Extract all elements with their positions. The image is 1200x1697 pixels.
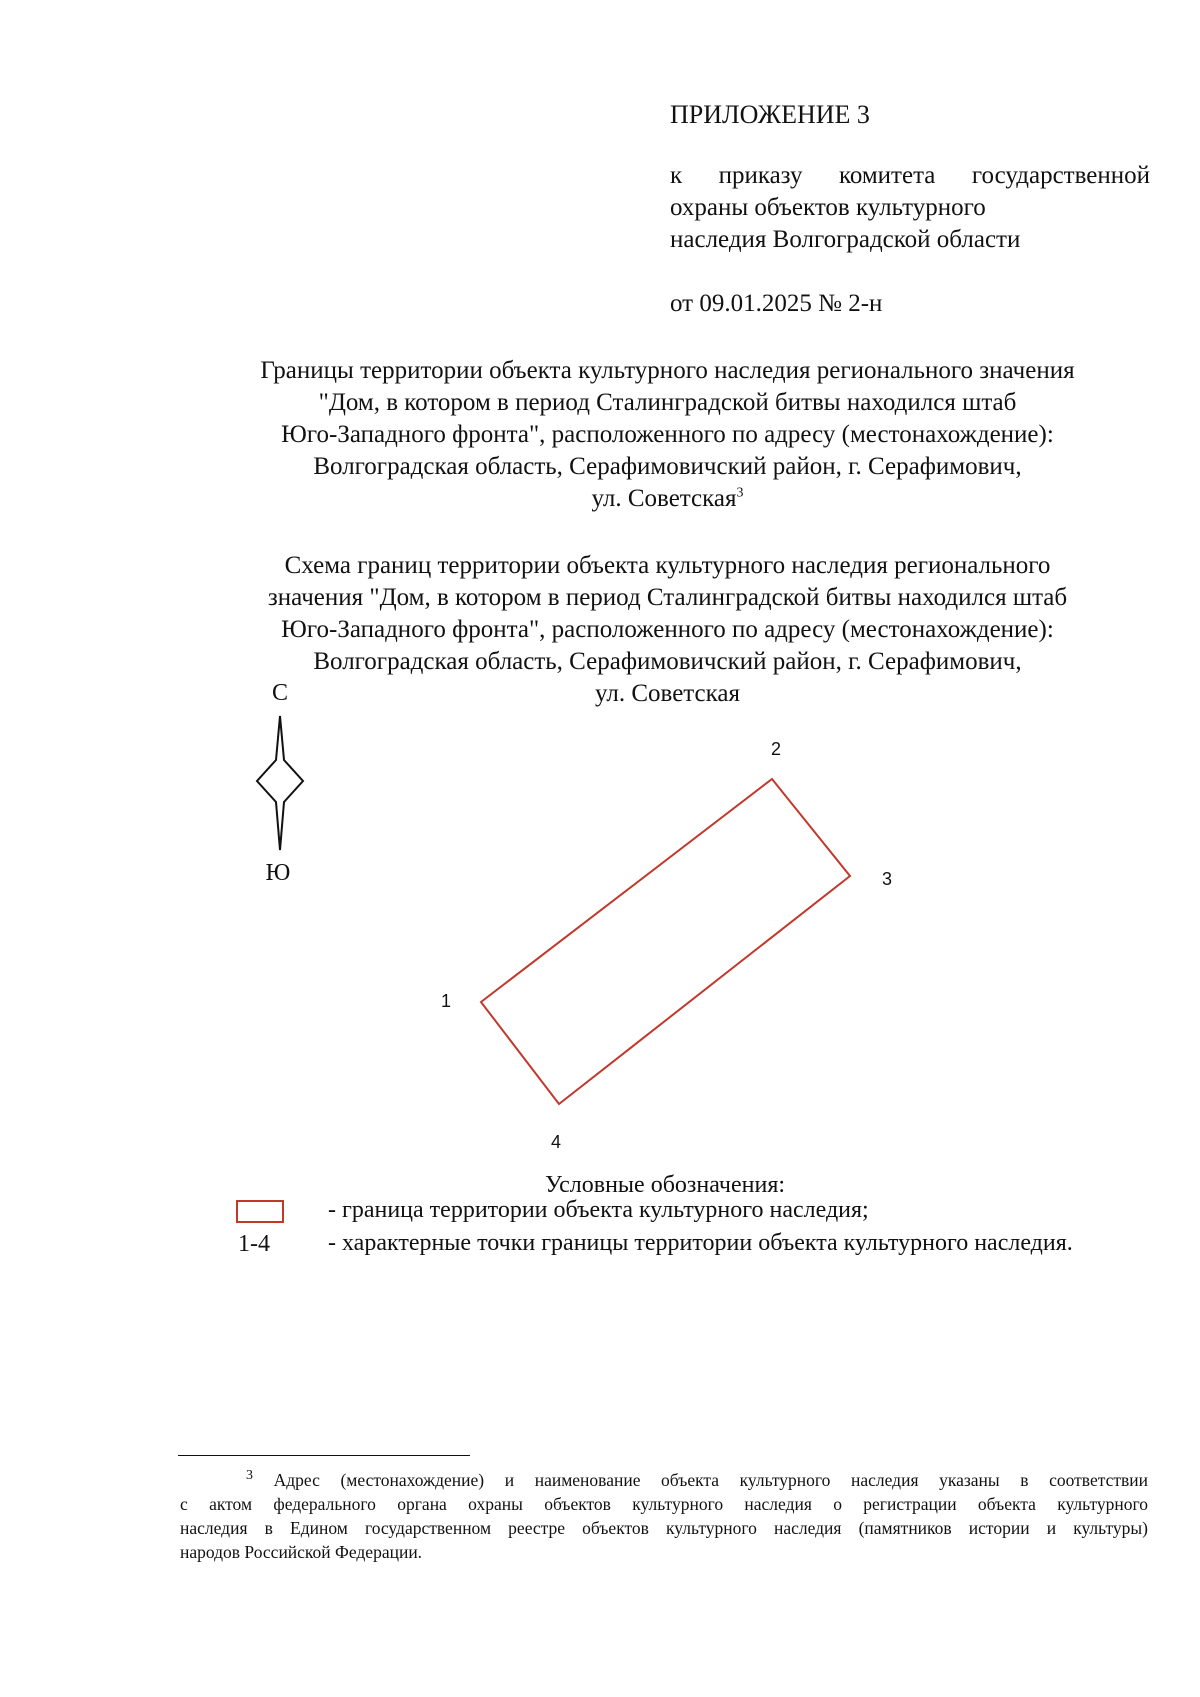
territory-heading-line-3: Юго-Западного фронта", расположенного по адресу (местонахождение): [281,421,1054,448]
boundary-polygon [481,779,850,1104]
order-date: от 09.01.2025 № 2-н [670,290,883,317]
heritage-boundary [441,739,892,1152]
boundary-point-3: 3 [881,869,893,889]
footnote [180,1468,1148,1564]
footnote-line-4: народов Российской Федерации. [180,1542,423,1562]
compass [257,680,303,886]
legend-title: Условные обозначения: [545,1172,786,1198]
compass-north-label: С [271,680,289,706]
footnote-divider [178,1455,470,1456]
boundary-point-1: 1 [440,991,452,1011]
compass-south-label: Ю [265,860,291,886]
scheme-heading-line-5: ул. Советская [595,680,740,707]
footnote-mark: 3 [246,1468,253,1484]
footnote-line-3: наследия в Едином государственном реестре объектов культурного наследия (памятников истории и культуры) [180,1518,1148,1538]
legend-points-text: - характерные точки границы территории объекта культурного наследия. [328,1230,1073,1256]
footnote-line-2: с актом федерального органа охраны объектов культурного наследия о регистрации объекта культурного [180,1494,1148,1514]
order-line-1: к приказу комитета государственной [670,162,1150,189]
compass-arrow-icon [257,716,303,850]
legend-points-symbol: 1-4 [238,1231,270,1257]
scheme-heading-line-1: Схема границ территории объекта культурного наследия регионального [284,552,1051,579]
appendix-title: ПРИЛОЖЕНИЕ 3 [670,100,870,129]
territory-heading-line-2: "Дом, в котором в период Сталинградской битвы находился штаб [318,389,1017,416]
boundary-point-2: 2 [770,739,782,759]
legend-boundary-swatch [236,1200,284,1223]
footnote-reference-mark: 3 [736,485,744,501]
territory-heading-street: ул. Советская [591,485,737,512]
legend-boundary-text: - граница территории объекта культурного наследия; [328,1197,869,1223]
footnote-line-1-text: Адрес (местонахождение) и наименование объекта культурного наследия указаны в соответствии [273,1470,1149,1490]
territory-heading-line-4: Волгоградская область, Серафимовичский район, г. Серафимович, [313,453,1022,480]
boundary-point-4: 4 [550,1132,562,1152]
scheme-heading-line-4: Волгоградская область, Серафимовичский район, г. Серафимович, [313,648,1022,675]
scheme-heading-line-3: Юго-Западного фронта", расположенного по адресу (местонахождение): [281,616,1054,643]
scheme-heading-line-2: значения "Дом, в котором в период Сталинградской битвы находился штаб [267,584,1068,611]
footnote-line-1 [180,1468,1148,1492]
order-line-3: наследия Волгоградской области [670,226,1021,253]
order-line-2: охраны объектов культурного [670,194,986,221]
territory-heading-line-1: Границы территории объекта культурного наследия регионального значения [260,357,1075,384]
